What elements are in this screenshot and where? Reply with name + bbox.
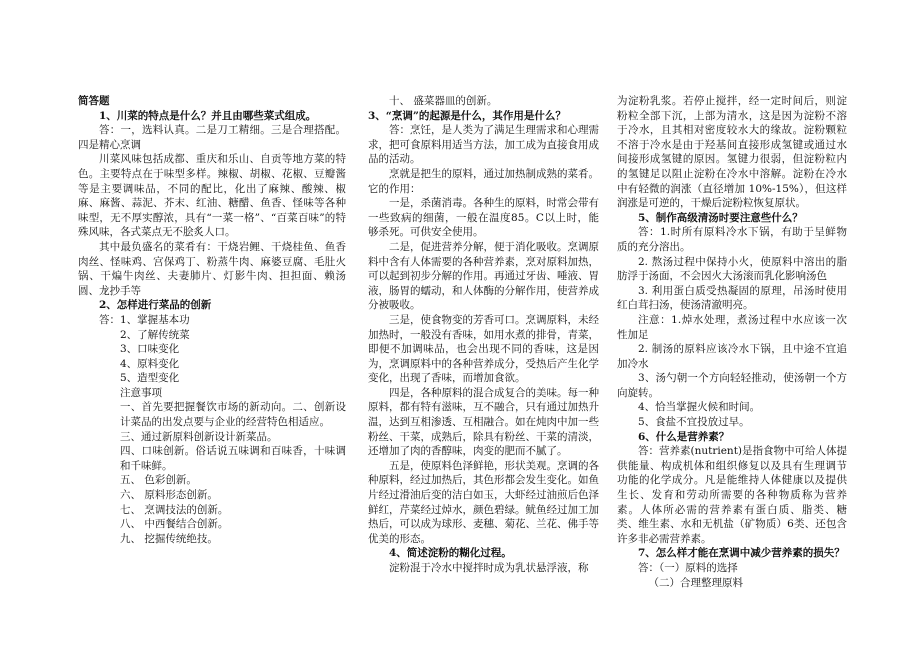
paragraph: 为淀粉乳浆。若停止搅拌，经一定时间后，则淀粉粒全部下沉，上部为清水，这是因为淀粉不溶于冷水，且其相对密度较水大的缘故。淀粉颗粒不溶于冷水是由于羟基间直接形成氢键或通过水间接形成氢键的原因。氢键力很弱，但淀粉粒内的氢键足以阻止淀粉在冷水中溶解。淀粉在冷水中有轻微的润涨（直径增加 10%-15%），但这样润涨是可逆的，干燥后淀粉粒恢复原状。 bbox=[617, 95, 847, 210]
paragraph: 答：营养素(nutrient)是指食物中可给人体提供能量、构成机体和组织修复以及具有生理调节功能的化学成分。凡是能维持人体健康以及提供生长、发育和劳动所需要的各种物质称为营养素。人体所必需的营养素有蛋白质、脂类、糖类、维生素、水和无机盐（矿物质）6类、还包含许多非必需营养素。 bbox=[617, 445, 848, 545]
paragraph: 八、 中西餐结合创新。 bbox=[120, 518, 229, 531]
question-heading: 简答题 bbox=[78, 95, 110, 107]
paragraph: 3、汤勺朝一个方向轻轻推动，使汤朝一个方向旋转。 bbox=[617, 372, 847, 399]
question-heading: 1、川菜的特点是什么？并且由哪些菜式组成。 bbox=[99, 109, 317, 122]
paragraph: 三、通过新原料创新设计新菜品。 bbox=[120, 430, 278, 443]
paragraph: 2. 制汤的原料应该冷水下锅，且中途不宜追加冷水 bbox=[617, 343, 847, 370]
paragraph: 九、 挖掘传统绝技。 bbox=[120, 532, 218, 545]
paragraph: （二）合理整理原料 bbox=[648, 576, 743, 589]
paragraph: 4、原料变化 bbox=[120, 357, 180, 370]
question-heading: 7、怎么样才能在烹调中减少营养素的损失？ bbox=[638, 547, 845, 560]
paragraph: 答：1、掌握基本功 bbox=[99, 313, 190, 326]
paragraph: 烹就是把生的原料，通过加热制成熟的菜肴。它的作用： bbox=[368, 167, 599, 195]
paragraph: 答：1.时所有原料冷水下锅，有助于呈鲜物质的充分溶出。 bbox=[617, 226, 847, 253]
question-heading: 2、怎样进行菜品的创新 bbox=[99, 299, 212, 312]
paragraph: 五是，使原料色泽鲜艳，形状美观。烹调的各种原料，经过加热后，其色形都会发生变化。如鱼片经过滑油后变的洁白如玉，大虾经过油煎后色泽鲜红，芹菜经过焯水，颜色碧绿。鱿鱼经过加工加热后，可以成为球形、麦穗、菊花、兰花、佛手等优美的形态。 bbox=[368, 459, 599, 545]
paragraph: 2. 熬汤过程中保持小火，使原料中溶出的脂肪浮于汤面，不会因火大汤滚而乳化影响汤色 bbox=[617, 255, 847, 283]
paragraph: 淀粉混于冷水中搅拌时成为乳状悬浮液，称 bbox=[389, 562, 589, 574]
paragraph: 五、 色彩创新。 bbox=[120, 474, 197, 487]
paragraph: 六、 原料形态创新。 bbox=[120, 489, 218, 502]
paragraph: 注意：1.焯水处理，煮汤过程中水应该一次性加足 bbox=[617, 313, 847, 341]
paragraph: 一、首先要把握餐饮市场的新动向。二、创新设计菜品的出发点要与企业的经营特色相适应。 bbox=[120, 401, 346, 429]
paragraph: 二是，促进营养分解，便于消化吸收。烹调原料中含有人体需要的各种营养素，烹对原料加热，可以起到初步分解的作用。再通过牙齿、唾液、胃液，肠胃的蠕动，和人体酶的分解作用，使营养成分被吸收。 bbox=[368, 240, 599, 312]
question-heading: 3、“烹调”的起源是什么，其作用是什么？ bbox=[368, 109, 566, 122]
paragraph: 3、口味变化 bbox=[120, 343, 180, 356]
paragraph: 2、了解传统菜 bbox=[120, 328, 190, 341]
paragraph: 5、食盐不宜投放过早。 bbox=[638, 416, 750, 429]
column-right bbox=[617, 94, 847, 590]
column-middle bbox=[368, 94, 599, 576]
paragraph: 川菜风味包括成都、重庆和乐山、自贡等地方菜的特色。主要特点在于味型多样。辣椒、胡椒、花椒、豆瓣酱等是主要调味品，不同的配比，化出了麻辣、酸辣、椒麻、麻酱、蒜泥、芥末、红油、糖醋、鱼香、怪味等各种味型，无不厚实醇浓，具有“一菜一格”、“百菜百味”的特殊风味，各式菜点无不脍炙人口。 bbox=[78, 153, 346, 239]
question-heading: 4、简述淀粉的糊化过程。 bbox=[389, 547, 512, 560]
paragraph: 答：一，选料认真。二是刀工精细。三是合理搭配。四是精心烹调 bbox=[78, 124, 346, 151]
paragraph: 答：烹饪，是人类为了满足生理需求和心理需求，把可食原料用适当方法，加工成为直接食用成品的活动。 bbox=[368, 124, 599, 166]
paragraph: 注意事项 bbox=[120, 386, 162, 399]
paragraph: 四、口味创新。俗话说五味调和百味香，十味调和千味鲜。 bbox=[120, 445, 346, 472]
question-heading: 5、制作高级清汤时要注意些什么？ bbox=[638, 211, 803, 224]
question-heading: 6、什么是营养素？ bbox=[638, 430, 730, 443]
paragraph: 5、造型变化 bbox=[120, 372, 180, 385]
paragraph: 十、 盛菜器皿的创新。 bbox=[389, 95, 498, 107]
paragraph: 3. 利用蛋白质受热凝固的原理，吊汤时使用红白茸扫汤，使汤清澈明亮。 bbox=[617, 284, 847, 312]
column-left bbox=[78, 94, 346, 546]
paragraph: 其中最负盛名的菜肴有：干烧岩鲤、干烧桂鱼、鱼香肉丝、怪味鸡、宫保鸡丁、粉蒸牛肉、麻婆豆腐、毛肚火锅、干煸牛肉丝、夫妻肺片、灯影牛肉、担担面、赖汤圆、龙抄手等 bbox=[78, 240, 346, 297]
paragraph: 三是，使食物变的芳香可口。烹调原料，未经加热时，一般没有香味，如用水煮的排骨，青菜，即便不加调味品，也会出现不同的香味，这是因为，烹调原料中的各种营养成分，受热后产生化学变化，出现了香味，而增加食欲。 bbox=[368, 313, 599, 385]
paragraph: 答：（一）原料的选择 bbox=[638, 562, 738, 574]
paragraph: 4、恰当掌握火候和时间。 bbox=[638, 401, 761, 414]
paragraph: 一是，杀菌消毒。各种生的原料，时常会带有一些致病的细菌，一般在温度85。C以上时，能够杀死。可供安全使用。 bbox=[368, 197, 599, 239]
paragraph: 七、 烹调技法的创新。 bbox=[120, 503, 229, 516]
paragraph: 四是，各种原料的混合成复合的美味。每一种原料，都有特有滋味，互不融合，只有通过加热升温，达到互相渗透、互相融合。如在炖肉中加一些粉丝、干菜，成熟后，除具有粉丝、干菜的清淡，还增加了肉的香醇味，肉变的肥而不腻了。 bbox=[368, 386, 599, 458]
